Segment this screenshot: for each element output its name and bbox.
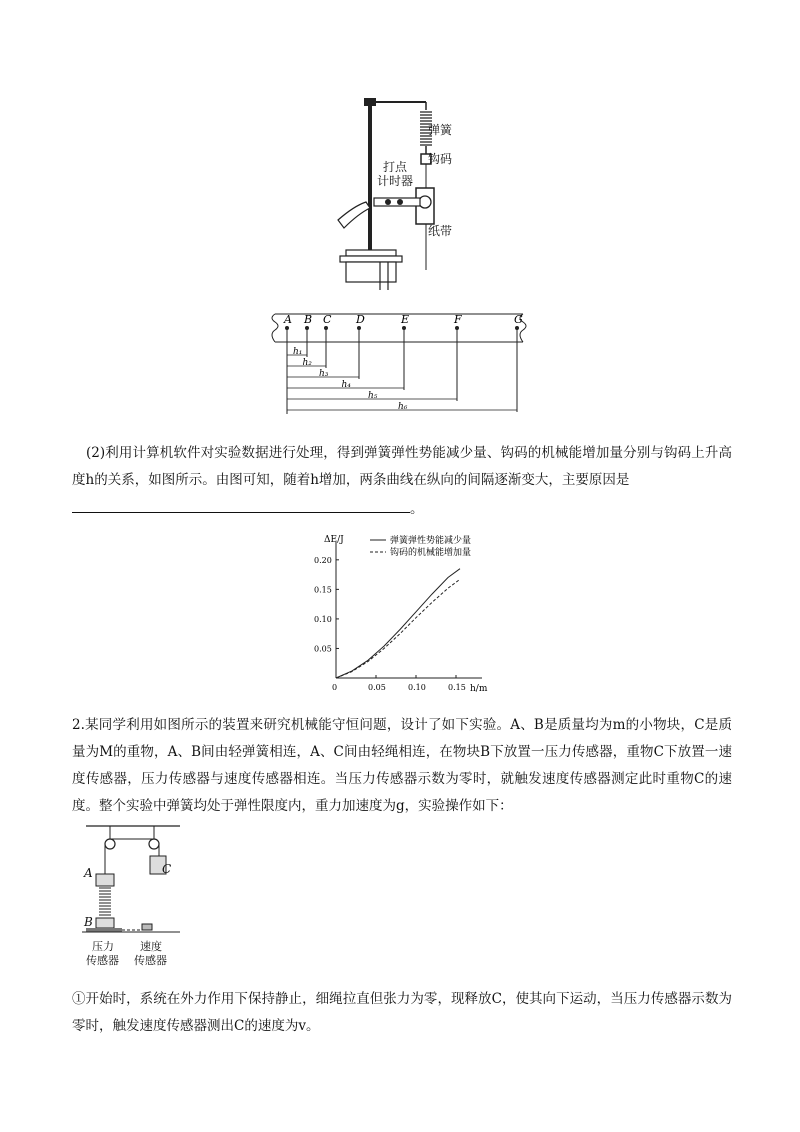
y-axis-label: ΔE/J <box>324 535 344 545</box>
tape-label-f: F <box>454 313 462 326</box>
tape-label-c: C <box>323 313 332 326</box>
x-tick-label: 0 <box>332 683 338 692</box>
speed-label-2: 传感器 <box>134 954 167 967</box>
blank-end-mark: 。 <box>410 501 424 517</box>
x-tick-label: 0.05 <box>368 683 386 692</box>
tape-figure <box>265 306 535 422</box>
height-label-6: h₆ <box>398 402 408 412</box>
timer-wheel <box>419 196 431 208</box>
base-plate-lower <box>340 256 402 262</box>
pulley-right <box>149 839 159 849</box>
top-clamp <box>364 98 376 106</box>
stand-rod <box>368 98 372 250</box>
question-2-body: 2.某同学利用如图所示的装置来研究机械能守恒问题，设计了如下实验。A、B是质量均为m的小物块，C是质量为M的重物，A、B间由轻弹簧相连，A、C间由轻绳相连，在物块B下放置一压力传感器，重物C下放置一速度传感器，压力传感器与速度传感器相连。当压力传感器示数为零时，就触发速度传感器测定此时重物C的速度。整个实验中弹簧均处于弹性限度内，重力加速度为g，实验操作如下： <box>72 717 732 814</box>
spring-ab <box>99 888 111 915</box>
series-line-2 <box>336 579 460 678</box>
speed-label-1: 速度 <box>140 940 162 953</box>
timer-label-1: 打点 <box>383 160 408 174</box>
question-2-intro <box>72 440 732 494</box>
y-tick-label: 0.10 <box>314 614 332 624</box>
tape-label-a: A <box>284 313 292 326</box>
y-tick-label: 0.20 <box>314 555 332 565</box>
pressure-label-2: 传感器 <box>86 954 119 967</box>
y-tick-label: 0.15 <box>314 585 332 595</box>
tape-label-d: D <box>356 313 365 326</box>
height-label-2: h₂ <box>302 358 312 368</box>
tape-label-b: B <box>304 313 313 326</box>
legend-label-2: 钩码的机械能增加量 <box>390 548 472 558</box>
label-a: A <box>84 866 93 880</box>
x-tick-label: 0.15 <box>448 683 466 692</box>
question-2-text: (2)利用计算机软件对实验数据进行处理，得到弹簧弹性势能减少量、钩码的机械能增加量分别与钩码上升高度h的关系，如图所示。由图可知，随着h增加，两条曲线在纵向的间隔逐渐变大，主要原因是 <box>72 445 732 488</box>
pulley-figure <box>80 818 200 940</box>
energy-chart <box>300 530 500 695</box>
base-plate <box>346 250 396 256</box>
height-label-1: h₁ <box>293 347 303 357</box>
label-b: B <box>84 915 93 929</box>
series-line-1 <box>336 569 460 678</box>
label-c: C <box>162 862 172 876</box>
apparatus-figure <box>330 90 460 290</box>
pressure-label-1: 压力 <box>92 940 114 953</box>
x-tick-label: 0.10 <box>408 683 426 692</box>
block-b <box>96 918 114 928</box>
timer-label-2: 计时器 <box>377 174 414 188</box>
speed-sensor <box>142 924 152 930</box>
height-label-3: h₃ <box>319 369 329 379</box>
height-label-5: h₅ <box>368 391 378 401</box>
step-1-text: ①开始时，系统在外力作用下保持静止，细绳拉直但张力为零，现释放C，使其向下运动，当压力传感器示数为零时，触发速度传感器测出C的速度为v。 <box>72 991 732 1034</box>
hand-shape <box>338 202 370 228</box>
tape-label-g: G <box>514 313 523 326</box>
height-label-4: h₄ <box>341 380 351 390</box>
weight-label: 钩码 <box>428 152 453 166</box>
answer-blank[interactable] <box>72 498 410 513</box>
tape-label-e: E <box>401 313 410 326</box>
spring-label: 弹簧 <box>428 123 453 137</box>
pulley-left <box>105 839 115 849</box>
tape-label: 纸带 <box>428 224 453 238</box>
block-a <box>96 874 114 886</box>
answer-blank-line <box>72 497 424 517</box>
x-axis-label: h/m <box>470 684 488 694</box>
legend-label-1: 弹簧弹性势能减少量 <box>390 536 472 546</box>
y-tick-label: 0.05 <box>314 644 332 654</box>
